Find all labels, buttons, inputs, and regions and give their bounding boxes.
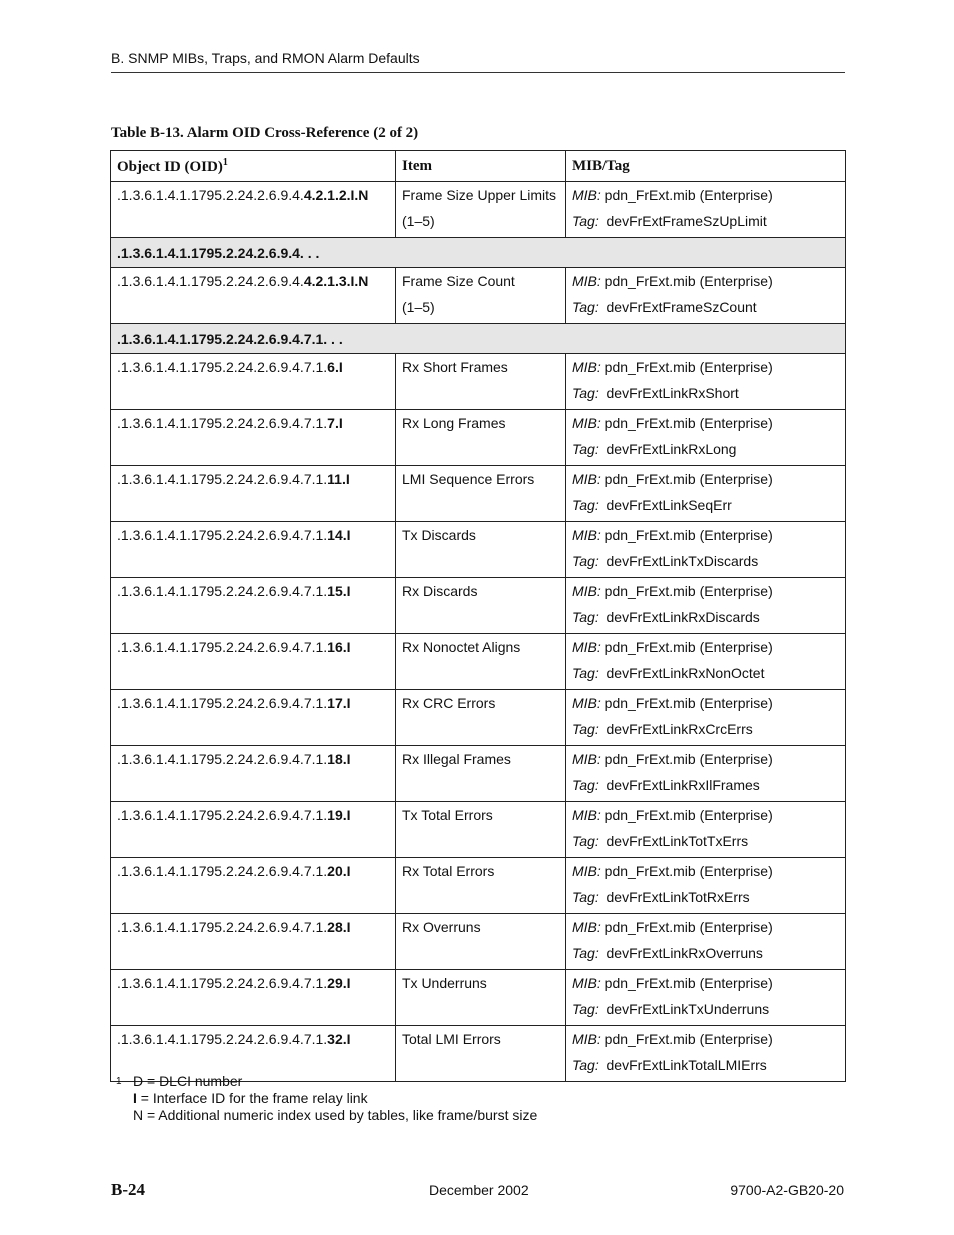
tag-prefix: Tag:: [572, 889, 599, 905]
mib-prefix: MIB:: [572, 639, 601, 655]
tag-prefix: Tag:: [572, 1001, 599, 1017]
item-name: LMI Sequence Errors: [402, 471, 535, 487]
mib-tag-cell: [566, 578, 846, 634]
item-cell: [396, 746, 566, 802]
tag-line: [572, 214, 839, 229]
mib-tag-cell: [566, 914, 846, 970]
tag-line: [572, 300, 839, 315]
mib-line: [572, 472, 839, 487]
table-row: [111, 970, 846, 1026]
table-row: [111, 634, 846, 690]
tag-line: [572, 834, 839, 849]
tag-prefix: Tag:: [572, 497, 599, 513]
oid-suffix: 15.I: [327, 583, 351, 599]
oid-cell: [111, 746, 396, 802]
item-cell: [396, 802, 566, 858]
footer-date: December 2002: [429, 1182, 529, 1198]
mib-line: [572, 274, 839, 289]
mib-prefix: MIB:: [572, 527, 601, 543]
oid-base: .1.3.6.1.4.1.1795.2.24.2.6.9.4.7.1.: [117, 359, 328, 375]
footnote-mark: 1: [116, 1076, 122, 1087]
oid-cell: [111, 858, 396, 914]
item-name: Tx Underruns: [402, 975, 487, 991]
item-name: Rx Overruns: [402, 919, 481, 935]
tag-line: [572, 946, 839, 961]
tag-value: devFrExtLinkSeqErr: [606, 497, 732, 513]
tag-value: devFrExtFrameSzCount: [606, 299, 757, 315]
oid-suffix: 4.2.1.2.I.N: [303, 187, 369, 203]
mib-prefix: MIB:: [572, 273, 601, 289]
oid-suffix: 29.I: [327, 975, 351, 991]
col-header-oid: Object ID (OID)$^1$: [111, 151, 396, 182]
running-header: B. SNMP MIBs, Traps, and RMON Alarm Defaults: [111, 50, 420, 66]
table-row: [111, 182, 846, 238]
oid-base: .1.3.6.1.4.1.1795.2.24.2.6.9.4.7.1.: [117, 1031, 328, 1047]
oid-suffix: 32.I: [327, 1031, 351, 1047]
item-cell: [396, 182, 566, 238]
oid-base: .1.3.6.1.4.1.1795.2.24.2.6.9.4.7.1.: [117, 527, 328, 543]
mib-tag-cell: [566, 634, 846, 690]
mib-prefix: MIB:: [572, 1031, 601, 1047]
item-name: Rx Discards: [402, 583, 478, 599]
mib-prefix: MIB:: [572, 863, 601, 879]
section-oid: .1.3.6.1.4.1.1795.2.24.2.6.9.4.7.1. . .: [111, 324, 846, 354]
footnote-d: D = DLCI number: [133, 1073, 243, 1089]
tag-value: devFrExtLinkTxUnderruns: [606, 1001, 770, 1017]
table-row: [111, 802, 846, 858]
mib-value: pdn_FrExt.mib (Enterprise): [604, 807, 773, 823]
tag-line: [572, 778, 839, 793]
item-name: Tx Discards: [402, 527, 476, 543]
item-cell: [396, 970, 566, 1026]
item-range: (1–5): [402, 299, 435, 315]
mib-prefix: MIB:: [572, 583, 601, 599]
mib-prefix: MIB:: [572, 471, 601, 487]
col-header-mib-tag: MIB/Tag: [566, 151, 846, 182]
section-row: [111, 238, 846, 268]
oid-cell: [111, 578, 396, 634]
tag-line: [572, 554, 839, 569]
tag-value: devFrExtLinkRxCrcErrs: [606, 721, 753, 737]
tag-line: [572, 1058, 839, 1073]
oid-base: .1.3.6.1.4.1.1795.2.24.2.6.9.4.: [117, 273, 304, 289]
mib-value: pdn_FrExt.mib (Enterprise): [604, 527, 773, 543]
mib-tag-cell: [566, 522, 846, 578]
mib-tag-cell: [566, 410, 846, 466]
tag-value: devFrExtLinkTotRxErrs: [606, 889, 750, 905]
oid-base: .1.3.6.1.4.1.1795.2.24.2.6.9.4.7.1.: [117, 471, 328, 487]
oid-suffix: 19.I: [327, 807, 351, 823]
mib-tag-cell: [566, 970, 846, 1026]
oid-suffix: 18.I: [327, 751, 351, 767]
table-header-row: [111, 151, 846, 182]
mib-line: [572, 696, 839, 711]
oid-cell: [111, 522, 396, 578]
item-name: Rx Short Frames: [402, 359, 508, 375]
item-name: Rx Total Errors: [402, 863, 495, 879]
oid-base: .1.3.6.1.4.1.1795.2.24.2.6.9.4.7.1.: [117, 975, 328, 991]
tag-prefix: Tag:: [572, 299, 599, 315]
oid-suffix: 7.I: [327, 415, 343, 431]
table-row: [111, 746, 846, 802]
item-name: Frame Size Upper Limits: [402, 187, 557, 203]
tag-line: [572, 498, 839, 513]
mib-tag-cell: [566, 268, 846, 324]
mib-tag-cell: [566, 466, 846, 522]
table-row: [111, 858, 846, 914]
item-name: Frame Size Count: [402, 273, 515, 289]
tag-value: devFrExtLinkRxLong: [606, 441, 737, 457]
item-range: (1–5): [402, 213, 435, 229]
mib-value: pdn_FrExt.mib (Enterprise): [604, 187, 773, 203]
mib-value: pdn_FrExt.mib (Enterprise): [604, 975, 773, 991]
mib-prefix: MIB:: [572, 919, 601, 935]
mib-line: [572, 976, 839, 991]
mib-value: pdn_FrExt.mib (Enterprise): [604, 583, 773, 599]
item-cell: [396, 858, 566, 914]
tag-line: [572, 442, 839, 457]
item-name: Rx CRC Errors: [402, 695, 496, 711]
tag-prefix: Tag:: [572, 1057, 599, 1073]
item-cell: [396, 914, 566, 970]
mib-line: [572, 640, 839, 655]
tag-value: devFrExtLinkRxOverruns: [606, 945, 763, 961]
mib-prefix: MIB:: [572, 359, 601, 375]
table-row: [111, 354, 846, 410]
item-cell: [396, 354, 566, 410]
tag-line: [572, 890, 839, 905]
footnote-i: I = Interface ID for the frame relay link: [133, 1090, 368, 1106]
section-row: [111, 324, 846, 354]
table-row: [111, 690, 846, 746]
tag-value: devFrExtLinkRxDiscards: [606, 609, 760, 625]
mib-line: [572, 188, 839, 203]
tag-line: [572, 1002, 839, 1017]
table-row: [111, 578, 846, 634]
oid-suffix: 20.I: [327, 863, 351, 879]
oid-base: .1.3.6.1.4.1.1795.2.24.2.6.9.4.7.1.: [117, 583, 328, 599]
oid-cell: [111, 410, 396, 466]
mib-line: [572, 528, 839, 543]
mib-value: pdn_FrExt.mib (Enterprise): [604, 415, 773, 431]
item-name: Rx Long Frames: [402, 415, 506, 431]
footnotes: [116, 1073, 537, 1124]
oid-suffix: 14.I: [327, 527, 351, 543]
table-row: [111, 466, 846, 522]
mib-line: [572, 752, 839, 767]
alarm-oid-table: [110, 150, 846, 1082]
mib-prefix: MIB:: [572, 415, 601, 431]
tag-prefix: Tag:: [572, 385, 599, 401]
mib-value: pdn_FrExt.mib (Enterprise): [604, 863, 773, 879]
table-row: [111, 268, 846, 324]
tag-line: [572, 722, 839, 737]
table-caption: Table B-13. Alarm OID Cross-Reference (2 of 2): [111, 125, 419, 141]
mib-line: [572, 920, 839, 935]
oid-suffix: 4.2.1.3.I.N: [303, 273, 369, 289]
footnote-n: N = Additional numeric index used by tables, like frame/burst size: [133, 1107, 538, 1123]
mib-line: [572, 864, 839, 879]
oid-base: .1.3.6.1.4.1.1795.2.24.2.6.9.4.7.1.: [117, 863, 328, 879]
item-cell: [396, 578, 566, 634]
oid-base: .1.3.6.1.4.1.1795.2.24.2.6.9.4.7.1.: [117, 919, 328, 935]
item-cell: [396, 634, 566, 690]
header-rule: [111, 72, 845, 73]
tag-value: devFrExtFrameSzUpLimit: [606, 213, 767, 229]
oid-cell: [111, 690, 396, 746]
item-cell: [396, 466, 566, 522]
tag-value: devFrExtLinkTotalLMIErrs: [606, 1057, 767, 1073]
oid-base: .1.3.6.1.4.1.1795.2.24.2.6.9.4.: [117, 187, 304, 203]
tag-prefix: Tag:: [572, 553, 599, 569]
mib-tag-cell: [566, 858, 846, 914]
mib-value: pdn_FrExt.mib (Enterprise): [604, 695, 773, 711]
tag-prefix: Tag:: [572, 213, 599, 229]
tag-prefix: Tag:: [572, 777, 599, 793]
tag-prefix: Tag:: [572, 609, 599, 625]
tag-value: devFrExtLinkRxNonOctet: [606, 665, 765, 681]
item-cell: [396, 268, 566, 324]
mib-tag-cell: [566, 690, 846, 746]
tag-line: [572, 666, 839, 681]
mib-line: [572, 808, 839, 823]
oid-base: .1.3.6.1.4.1.1795.2.24.2.6.9.4.7.1.: [117, 415, 328, 431]
mib-prefix: MIB:: [572, 751, 601, 767]
oid-suffix: 11.I: [327, 471, 350, 487]
item-name: Rx Illegal Frames: [402, 751, 511, 767]
oid-cell: [111, 914, 396, 970]
table-body: [111, 182, 846, 1082]
tag-prefix: Tag:: [572, 665, 599, 681]
tag-prefix: Tag:: [572, 833, 599, 849]
tag-prefix: Tag:: [572, 945, 599, 961]
tag-line: [572, 386, 839, 401]
mib-tag-cell: [566, 746, 846, 802]
oid-cell: [111, 466, 396, 522]
oid-suffix: 16.I: [327, 639, 351, 655]
oid-base: .1.3.6.1.4.1.1795.2.24.2.6.9.4.7.1.: [117, 751, 328, 767]
oid-base: .1.3.6.1.4.1.1795.2.24.2.6.9.4.7.1.: [117, 639, 328, 655]
oid-cell: [111, 802, 396, 858]
oid-cell: [111, 182, 396, 238]
tag-line: [572, 610, 839, 625]
item-cell: [396, 690, 566, 746]
mib-tag-cell: [566, 182, 846, 238]
oid-cell: [111, 970, 396, 1026]
mib-line: [572, 416, 839, 431]
mib-value: pdn_FrExt.mib (Enterprise): [604, 919, 773, 935]
item-cell: [396, 522, 566, 578]
tag-prefix: Tag:: [572, 441, 599, 457]
tag-value: devFrExtLinkTotTxErrs: [606, 833, 749, 849]
oid-cell: [111, 634, 396, 690]
mib-value: pdn_FrExt.mib (Enterprise): [604, 639, 773, 655]
tag-value: devFrExtLinkTxDiscards: [606, 553, 759, 569]
table-row: [111, 410, 846, 466]
table-row: [111, 522, 846, 578]
oid-suffix: 6.I: [327, 359, 343, 375]
tag-value: devFrExtLinkRxShort: [606, 385, 739, 401]
section-oid: .1.3.6.1.4.1.1795.2.24.2.6.9.4. . .: [111, 238, 846, 268]
mib-value: pdn_FrExt.mib (Enterprise): [604, 1031, 773, 1047]
oid-cell: [111, 268, 396, 324]
oid-base: .1.3.6.1.4.1.1795.2.24.2.6.9.4.7.1.: [117, 807, 328, 823]
mib-prefix: MIB:: [572, 187, 601, 203]
page-number: B-24: [111, 1180, 145, 1199]
mib-value: pdn_FrExt.mib (Enterprise): [604, 359, 773, 375]
mib-value: pdn_FrExt.mib (Enterprise): [604, 751, 773, 767]
mib-line: [572, 360, 839, 375]
oid-suffix: 17.I: [327, 695, 351, 711]
mib-prefix: MIB:: [572, 807, 601, 823]
mib-value: pdn_FrExt.mib (Enterprise): [604, 471, 773, 487]
mib-tag-cell: [566, 1026, 846, 1082]
oid-cell: [111, 354, 396, 410]
mib-prefix: MIB:: [572, 975, 601, 991]
mib-line: [572, 1032, 839, 1047]
item-name: Total LMI Errors: [402, 1031, 501, 1047]
item-cell: [396, 410, 566, 466]
item-name: Rx Nonoctet Aligns: [402, 639, 521, 655]
footnote-ref: 1: [222, 156, 228, 168]
table-row: [111, 914, 846, 970]
item-name: Tx Total Errors: [402, 807, 493, 823]
mib-value: pdn_FrExt.mib (Enterprise): [604, 273, 773, 289]
oid-base: .1.3.6.1.4.1.1795.2.24.2.6.9.4.7.1.: [117, 695, 328, 711]
mib-prefix: MIB:: [572, 695, 601, 711]
col-header-item: Item: [396, 151, 566, 182]
tag-prefix: Tag:: [572, 721, 599, 737]
oid-suffix: 28.I: [327, 919, 351, 935]
tag-value: devFrExtLinkRxIlFrames: [606, 777, 760, 793]
mib-tag-cell: [566, 802, 846, 858]
mib-line: [572, 584, 839, 599]
mib-tag-cell: [566, 354, 846, 410]
doc-number: 9700-A2-GB20-20: [730, 1182, 844, 1198]
